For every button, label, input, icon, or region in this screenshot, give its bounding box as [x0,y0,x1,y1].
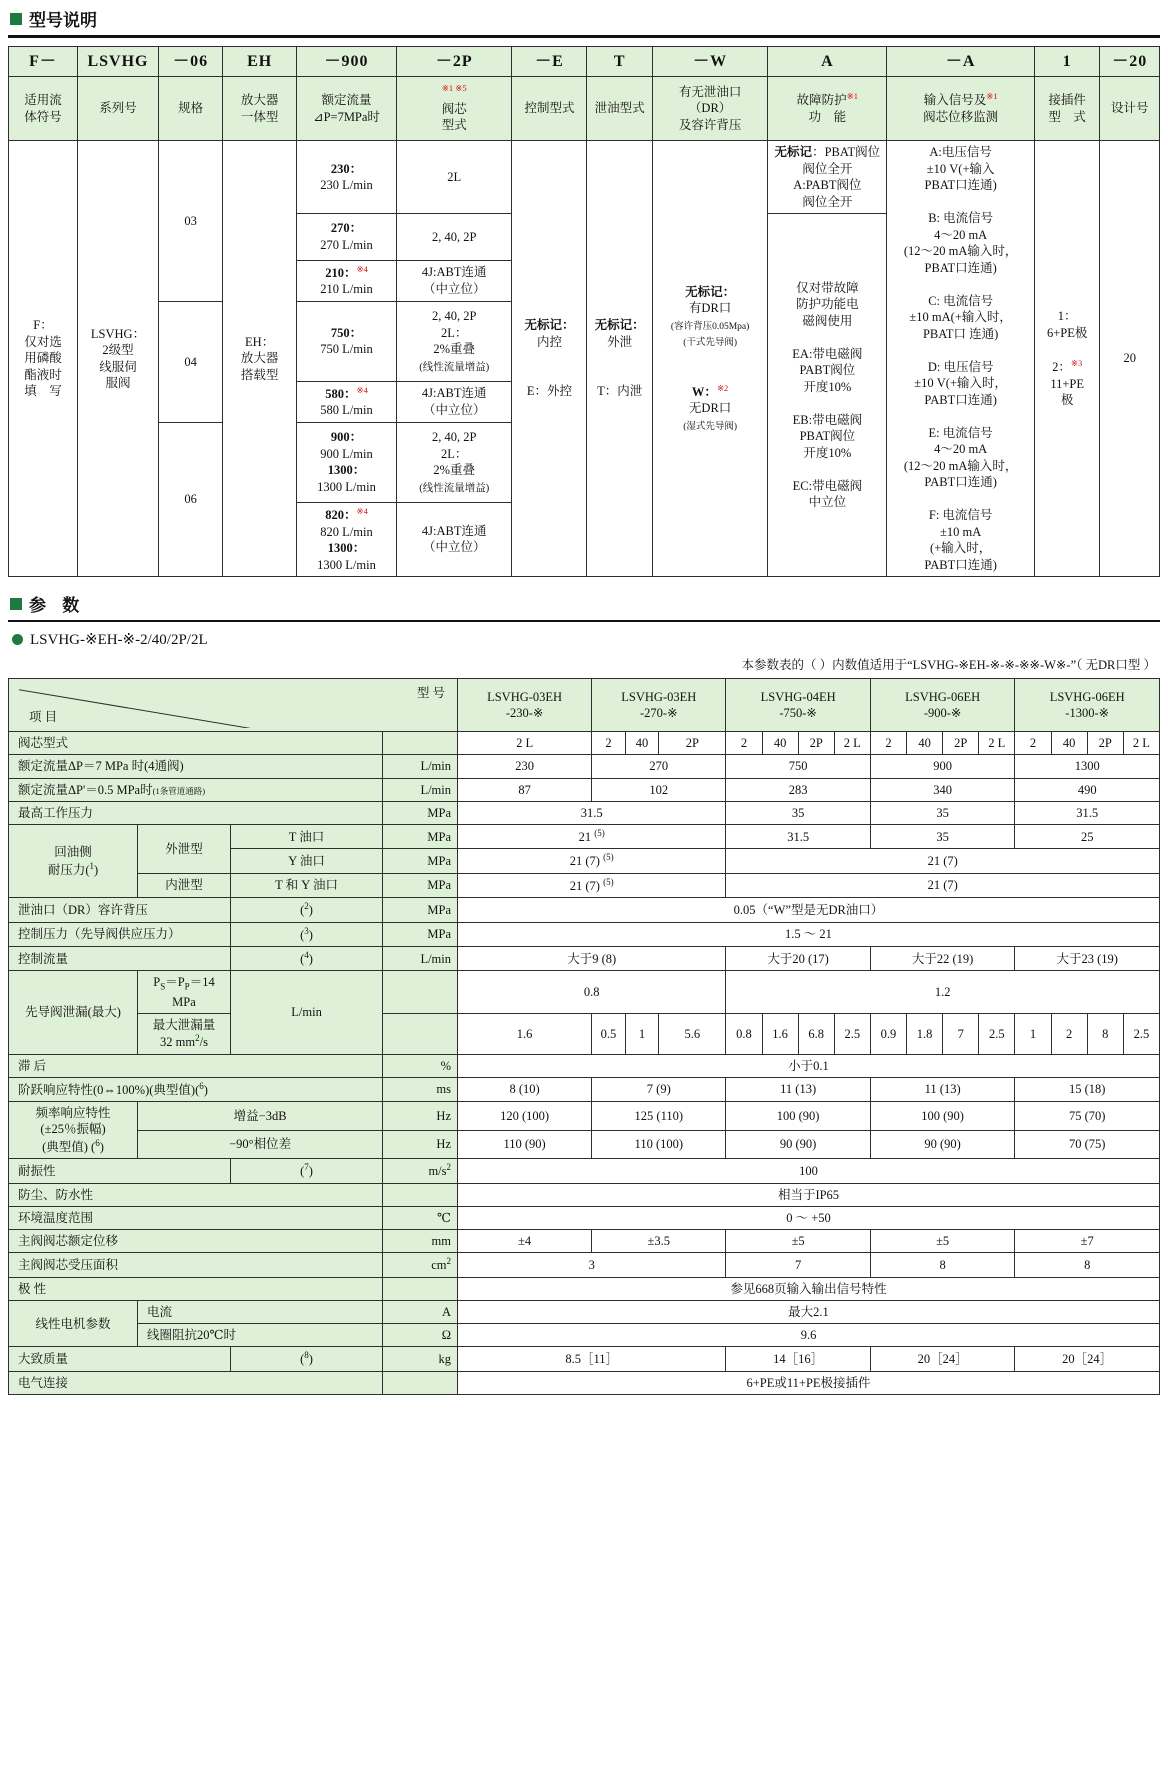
row-unit [383,1277,458,1300]
row-ip-rating [9,1183,1160,1206]
cell: 125 (110) [592,1102,726,1130]
value-spool-1: 2L [397,141,512,214]
desc-signal: 输入信号及$^{※1}$ 阀芯位移监测 [887,77,1035,141]
datasheet-page [0,6,1168,1405]
cell: 小于0.1 [458,1054,1160,1077]
cell: 1.8 [907,1013,943,1054]
row-rated-flow-05 [9,778,1160,801]
value-flow-230: 230： 230 L/min [297,141,397,214]
cell: 8 [1087,1013,1123,1054]
cell: 2.5 [834,1013,870,1054]
row-motor-coil [9,1324,1160,1347]
value-fluid: F： 仅对选 用磷酸 酯液时 填 写 [9,141,78,577]
row-return-internal [9,873,1160,897]
cell: 1 [625,1013,659,1054]
code-cell-design: －20 [1100,47,1160,77]
cell: 21 (7) $^{(5)}$ [458,849,726,873]
row-label: 额定流量ΔP＝7 MPa 时(4通阀) [9,755,383,778]
cell: 70 (75) [1015,1130,1160,1158]
cell: ±4 [458,1230,592,1253]
row-unit: $m/s^2$ [383,1159,458,1183]
cell: 90 (90) [726,1130,871,1158]
cell: 35 [870,825,1015,849]
row-label: 防尘、防水性 [9,1183,383,1206]
row-label: 最高工作压力 [9,801,383,824]
cell: 3 [458,1253,726,1277]
cell: 21 (7) $^{(5)}$ [458,873,726,897]
model-code-row [9,47,1160,77]
row-unit: % [383,1054,458,1077]
value-amp: EH： 放大器 搭载型 [223,141,297,577]
row-dr-backpressure [9,898,1160,922]
row-label-pilot [9,971,138,1054]
cell: 87 [458,778,592,801]
cell: 7 [943,1013,979,1054]
cell: 1 [1015,1013,1051,1054]
row-label: 控制压力（先导阀供应压力） [9,922,231,946]
cell: 100 (90) [870,1102,1015,1130]
cell: 750 [726,755,871,778]
row-label: 阶跃响应特性(0⇔100%)(典型值)($^6$) [9,1077,383,1101]
row-label-ps: $P_S=P_P=14$ MPa [138,971,231,1013]
cell: 2 L [834,732,870,755]
cell: 21 (7) [726,873,1160,897]
value-design: 20 [1100,141,1160,577]
pilot-leak-label: 先导阀泄漏(最大) [25,1005,121,1020]
value-failsafe-bottom: 仅对带故障 防护功能电 磁阀使用 EA:带电磁阀 PABT阀位 开度10% EB:带电磁阀 PBAT阀位 开度10% EC:带电磁阀 中立位 [768,214,887,577]
value-flow-900: 900： 900 L/min 1300： 1300 L/min [297,422,397,502]
row-label-coil: 线圈阻抗20℃时 [138,1324,383,1347]
cell: 490 [1015,778,1160,801]
cell: 11 (13) [870,1077,1015,1101]
cell: 1.5 ～ 21 [458,922,1160,946]
cell: 0.8 [726,1013,762,1054]
row-spool-type [9,732,1160,755]
row-temp-range [9,1206,1160,1229]
cell: 2 [1015,732,1051,755]
row-mass [9,1347,1160,1371]
cell: 2 [592,732,626,755]
row-unit: MPa [383,898,458,922]
code-cell-failsafe: A [768,47,887,77]
row-unit: ℃ [383,1206,458,1229]
model-code-body-row-1 [9,141,1160,214]
value-drain: 无标记： 外泄 T：内泄 [587,141,652,577]
cell: 8 [1015,1253,1160,1277]
row-unit-blank [383,1013,458,1054]
cell: 120 (100) [458,1102,592,1130]
model-code-table [8,46,1160,577]
row-unit [383,1371,458,1394]
cell: ±5 [870,1230,1015,1253]
value-spool-5: 4J:ABT连通 （中立位） [397,381,512,422]
cell: 0.5 [592,1013,626,1054]
cell: ±3.5 [592,1230,726,1253]
cell: 40 [1051,732,1087,755]
row-spool-stroke [9,1230,1160,1253]
cell: 40 [907,732,943,755]
row-label-leakamt: 最大泄漏量 32 $mm^2/s$ [138,1013,231,1054]
row-label: 额定流量ΔP'＝0.5 MPa时(1条管道通路) [9,778,383,801]
row-unit: Hz [383,1130,458,1158]
cell: 9.6 [458,1324,1160,1347]
cell: 21 $^{(5)}$ [458,825,726,849]
value-flow-270: 270： 270 L/min [297,214,397,261]
cell: 20［24］ [1015,1347,1160,1371]
row-unit: MPa [383,922,458,946]
cell: 0.9 [870,1013,906,1054]
cell: 90 (90) [870,1130,1015,1158]
desc-dr: 有无泄油口 （DR） 及容许背压 [652,77,767,141]
cell: 20［24］ [870,1347,1015,1371]
cell: 7 [726,1253,871,1277]
cell: 8 [870,1253,1015,1277]
row-unit: L/min [383,947,458,971]
cell: 2P [798,732,834,755]
model-code-desc-row [9,77,1160,141]
param-subtitle-line [12,630,1160,649]
cell: 110 (100) [592,1130,726,1158]
row-spool-area [9,1253,1160,1277]
cell: 35 [870,801,1015,824]
row-unit: kg [383,1347,458,1371]
value-spool-4: 2, 40, 2P 2L： 2%重叠 (线性流量增益) [397,301,512,381]
cell: 参见668页输入输出信号特性 [458,1277,1160,1300]
cell: 6+PE或11+PE极接插件 [458,1371,1160,1394]
row-label: 滞 后 [9,1054,383,1077]
value-size-06: 06 [158,422,222,576]
code-cell-fluid: F－ [9,47,78,77]
row-label: 耐振性 [9,1159,231,1183]
value-flow-820: 820：$^{※4}$ 820 L/min 1300： 1300 L/min [297,502,397,576]
row-note: ($^4$) [230,947,382,971]
cell: 大于22 (19) [870,947,1015,971]
row-note: ($^2$) [230,898,382,922]
row-electrical [9,1371,1160,1394]
cell: 0.05（“W”型是无DR油口） [458,898,1160,922]
cell: 230 [458,755,592,778]
value-flow-210: 210：$^{※4}$ 210 L/min [297,260,397,301]
desc-fluid: 适用流 体符号 [9,77,78,141]
cell: 0.8 [458,971,726,1013]
cell: 6.8 [798,1013,834,1054]
cell: 大于20 (17) [726,947,871,971]
cell: 283 [726,778,871,801]
row-rated-flow-7 [9,755,1160,778]
cell: 15 (18) [1015,1077,1160,1101]
row-pilot-leak [9,971,1160,1013]
cell: 1.6 [762,1013,798,1054]
row-label: 泄油口（DR）容许背压 [9,898,231,922]
code-cell-flow: －900 [297,47,397,77]
row-freq-phase [9,1130,1160,1158]
row-unit: MPa [383,873,458,897]
row-label-typort: T 和 Y 油口 [230,873,382,897]
value-series: LSVHG： 2级型 线服伺 服阀 [78,141,159,577]
cell: 7 (9) [592,1077,726,1101]
desc-connector: 接插件 型 式 [1034,77,1099,141]
param-note: 本参数表的（ ）内数值适用于“LSVHG-※EH-※-※-※※-W※-”（ 无DR口型 ） [741,658,1156,672]
row-unit: MPa [383,801,458,824]
param-header-corner [9,679,458,732]
code-cell-series: LSVHG [78,47,159,77]
row-label-current: 电流 [138,1300,383,1323]
cell: ±5 [726,1230,871,1253]
cell: 2 L [1123,732,1159,755]
cell: 31.5 [458,801,726,824]
row-control-pressure [9,922,1160,946]
row-unit [383,732,458,755]
divider-top [8,35,1160,38]
row-unit: MPa [383,825,458,849]
row-label: 控制流量 [9,947,231,971]
header-item-label: 项 目 [29,709,58,724]
value-control: 无标记： 内控 E：外控 [512,141,587,577]
row-return-t-port [9,825,1160,849]
green-square-icon [10,13,22,25]
value-spool-7: 4J:ABT连通 （中立位） [397,502,512,576]
section-heading-model-code [10,6,1160,31]
row-unit: L/min [383,755,458,778]
row-label: 电气连接 [9,1371,383,1394]
cell: 2P [659,732,726,755]
desc-drain: 泄油型式 [587,77,652,141]
row-label: 阀芯型式 [9,732,383,755]
row-label-phase: −90°相位差 [138,1130,383,1158]
cell: 21 (7) [726,849,1160,873]
row-unit-blank [383,971,458,1013]
value-connector: 1： 6+PE极 2：$^{※3}$ 11+PE 极 [1034,141,1099,577]
cell: 0 ～ +50 [458,1206,1160,1229]
parameter-table [8,678,1160,1395]
value-spool-2: 2, 40, 2P [397,214,512,261]
section-title-text: 型号说明 [29,11,97,30]
row-unit-leak: L/min [230,971,382,1054]
cell: 25 [1015,825,1160,849]
code-cell-dr: －W [652,47,767,77]
code-cell-spool: －2P [397,47,512,77]
row-label: 主阀阀芯额定位移 [9,1230,383,1253]
green-square-icon-2 [10,598,22,610]
row-vibration [9,1159,1160,1183]
cell: 35 [726,801,871,824]
green-dot-icon [12,634,23,645]
cell: ±7 [1015,1230,1160,1253]
row-label-external: 外泄型 [138,825,231,874]
cell: 340 [870,778,1015,801]
model-col-5: LSVHG-06EH -1300-※ [1015,679,1160,732]
cell: 40 [762,732,798,755]
value-spool-3: 4J:ABT连通 （中立位） [397,260,512,301]
code-cell-signal: －A [887,47,1035,77]
cell: 2 [1051,1013,1087,1054]
row-hysteresis [9,1054,1160,1077]
cell: 14［16］ [726,1347,871,1371]
cell: 8.5［11］ [458,1347,726,1371]
desc-failsafe: 故障防护$^{※1}$ 功 能 [768,77,887,141]
cell: 31.5 [726,825,871,849]
cell: 75 (70) [1015,1102,1160,1130]
value-size-04: 04 [158,301,222,422]
row-label-tport: T 油口 [230,825,382,849]
section-heading-params [10,591,1160,616]
model-col-4: LSVHG-06EH -900-※ [870,679,1015,732]
cell: 100 (90) [726,1102,871,1130]
cell: 1.6 [458,1013,592,1054]
row-unit: mm [383,1230,458,1253]
row-unit: Hz [383,1102,458,1130]
desc-size: 规格 [158,77,222,141]
desc-spool: $^{※1 ※5}$ 阀芯 型式 [397,77,512,141]
code-cell-connector: 1 [1034,47,1099,77]
desc-design: 设计号 [1100,77,1160,141]
row-label-gain: 增益−3dB [138,1102,383,1130]
code-cell-amp: EH [223,47,297,77]
cell: 2.5 [1123,1013,1159,1054]
row-note: ($^8$) [230,1347,382,1371]
row-unit: Ω [383,1324,458,1347]
desc-control: 控制型式 [512,77,587,141]
code-cell-size: －06 [158,47,222,77]
cell: 1300 [1015,755,1160,778]
cell: 270 [592,755,726,778]
value-flow-580: 580：$^{※4}$ 580 L/min [297,381,397,422]
row-freq-gain [9,1102,1160,1130]
cell: 8 (10) [458,1077,592,1101]
model-col-3: LSVHG-04EH -750-※ [726,679,871,732]
param-header-row [9,679,1160,732]
row-label-internal: 内泄型 [138,873,231,897]
row-main-leak [9,1013,1160,1054]
cell: 2P [1087,732,1123,755]
row-label-freq: 频率响应特性 (±25％振幅) (典型值) ($^6$) [9,1102,138,1159]
cell: 1.2 [726,971,1160,1013]
row-label-motor: 线性电机参数 [9,1300,138,1347]
cell: 2P [943,732,979,755]
value-failsafe-top: 无标记：PBAT阀位 阀位全开 A:PABT阀位 阀位全开 [768,141,887,214]
row-unit: L/min [383,778,458,801]
model-col-1: LSVHG-03EH -230-※ [458,679,592,732]
value-size-03: 03 [158,141,222,302]
cell: 大于23 (19) [1015,947,1160,971]
cell: 大于9 (8) [458,947,726,971]
cell: 2.5 [979,1013,1015,1054]
value-dr: 无标记： 有DR口 (容许背压0.05Mpa) (干式先导阀) W：$^{※2}$ 无DR口 (湿式先导阀) [652,141,767,577]
cell: 110 (90) [458,1130,592,1158]
row-step-response [9,1077,1160,1101]
cell: 100 [458,1159,1160,1183]
header-model-label: 型 号 [416,686,445,700]
row-unit: ms [383,1077,458,1101]
row-note: ($^3$) [230,922,382,946]
cell: 11 (13) [726,1077,871,1101]
row-motor-current [9,1300,1160,1323]
cell: 31.5 [1015,801,1160,824]
cell: 2 [726,732,762,755]
row-unit: A [383,1300,458,1323]
row-label: 大致质量 [9,1347,231,1371]
value-flow-750: 750： 750 L/min [297,301,397,381]
cell: 2 [870,732,906,755]
section-title-params: 参 数 [29,596,86,615]
row-label-return: 回油侧 耐压力($^1$) [9,825,138,898]
desc-flow: 额定流量 ⊿P=7MPa时 [297,77,397,141]
param-subtitle-text: LSVHG-※EH-※-2/40/2P/2L [30,632,208,648]
cell: 102 [592,778,726,801]
row-label-yport: Y 油口 [230,849,382,873]
cell: 40 [625,732,659,755]
cell: 2 L [979,732,1015,755]
row-control-flow [9,947,1160,971]
model-col-2: LSVHG-03EH -270-※ [592,679,726,732]
desc-amp: 放大器 一体型 [223,77,297,141]
row-polarity [9,1277,1160,1300]
row-label: 极 性 [9,1277,383,1300]
cell: 最大2.1 [458,1300,1160,1323]
row-label: 环境温度范围 [9,1206,383,1229]
row-label: 主阀阀芯受压面积 [9,1253,383,1277]
divider-params [8,620,1160,622]
row-unit: MPa [383,849,458,873]
row-max-pressure [9,801,1160,824]
row-unit: $cm^2$ [383,1253,458,1277]
cell: 2 L [458,732,592,755]
cell: 5.6 [659,1013,726,1054]
row-unit [383,1183,458,1206]
value-signal: A:电压信号 ±10 V(+输入 PBAT口连通) B: 电流信号 4～20 mA (12～20 mA输入时， PBAT口连通) C: 电流信号 ±10 mA(+输入时， PBAT口 连通) D: 电压信号 ±10 V(+输入时， PABT口连通) E: 电流信号 4～20 mA (12～20 mA输入时， PABT口连通) F: 电流信号 ±10 mA (+输入时， PABT口连通) [887,141,1035,577]
cell: 900 [870,755,1015,778]
code-cell-control: －E [512,47,587,77]
value-spool-6: 2, 40, 2P 2L： 2%重叠 (线性流量增益) [397,422,512,502]
cell: 相当于IP65 [458,1183,1160,1206]
code-cell-drain: T [587,47,652,77]
row-note: ($^7$) [230,1159,382,1183]
desc-series: 系列号 [78,77,159,141]
